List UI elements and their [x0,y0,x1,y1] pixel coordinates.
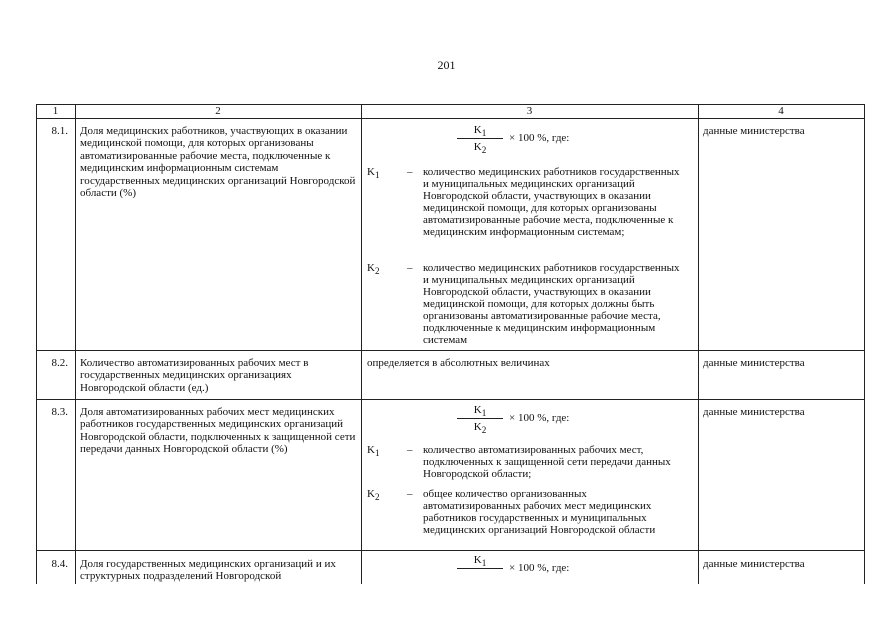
column-header-4: 4 [778,105,784,117]
fraction-bar [457,418,503,419]
row-number: 8.3. [51,406,68,418]
column-header-2: 2 [215,105,221,117]
fraction-bar [457,138,503,139]
calculation-method: определяется в абсолютных величинах [367,357,550,369]
variable-symbol: $K_1$ [367,166,380,181]
formula-numerator: $K_1$ [473,124,487,139]
table-rule [36,350,865,351]
table-rule [75,104,76,584]
definition-text: количество медицинских работников государственных и муниципальных медицинских организаций Новгородской области, участвующих в оказании медицинской помощи, для которых организованы автоматизированные рабочие места, подключенные к медицинским информационным системам; [423,166,680,238]
table-rule [36,118,865,119]
fraction-bar [457,568,503,569]
column-header-1: 1 [52,105,59,117]
indicator-name: Доля медицинских работников, участвующих в оказании медицинской помощи, для которых организованы автоматизированные рабочие места, подключенные к медицинским информационным системам государственных медицинских организаций Новгородской области (%) [80,125,356,200]
formula-tail: × 100 %, где: [509,412,570,424]
definition-dash: – [407,166,413,178]
table-rule [361,104,362,584]
column-header-3: 3 [526,105,533,117]
definition-dash: – [407,262,413,274]
formula-numerator: $K_1$ [473,554,487,569]
definition-text: количество медицинских работников государственных и муниципальных медицинских организаций Новгородской области, участвующих в оказании медицинской помощи, для которых должны быть организованы автоматизированные рабочие места, подключенные к медицинским информационным системам [423,262,680,346]
definition-text: количество автоматизированных рабочих мест, подключенных к защищенной сети передачи данных Новгородской области; [423,444,671,480]
definition-dash: – [407,488,413,500]
formula [457,554,657,584]
formula-numerator: $K_1$ [473,404,487,419]
definition-dash: – [407,444,413,456]
table-rule [36,550,865,551]
data-source: данные министерства [703,558,805,570]
variable-symbol: $K_2$ [367,488,380,503]
data-source: данные министерства [703,125,805,137]
formula-denominator: $K_2$ [473,141,487,156]
indicator-name: Доля государственных медицинских организаций и их структурных подразделений Новгородской [80,558,336,583]
indicators-table [36,104,865,584]
data-source: данные министерства [703,406,805,418]
table-rule [864,104,865,584]
data-source: данные министерства [703,357,805,369]
formula-tail: × 100 %, где: [509,132,570,144]
formula-tail: × 100 %, где: [509,562,570,574]
table-rule [698,104,699,584]
indicator-name: Доля автоматизированных рабочих мест медицинских работников государственных медицинских организаций Новгородской области, подключенных к защищенной сети передачи данных Новгородской области (%) [80,406,356,456]
row-number: 8.2. [51,357,68,369]
row-number: 8.1. [51,125,68,137]
table-rule [36,399,865,400]
variable-symbol: $K_1$ [367,444,380,459]
definition-text: общее количество организованных автоматизированных рабочих мест медицинских работников государственных и муниципальных медицинских организаций Новгородской области [423,488,656,536]
indicator-name: Количество автоматизированных рабочих мест в государственных медицинских организациях Новгородской области (ед.) [80,357,309,394]
page-number: 201 [437,58,456,72]
formula [457,124,657,154]
formula-denominator: $K_2$ [473,421,487,436]
table-rule [36,104,37,584]
formula [457,404,657,434]
variable-symbol: $K_2$ [367,262,380,277]
row-number: 8.4. [51,558,68,570]
